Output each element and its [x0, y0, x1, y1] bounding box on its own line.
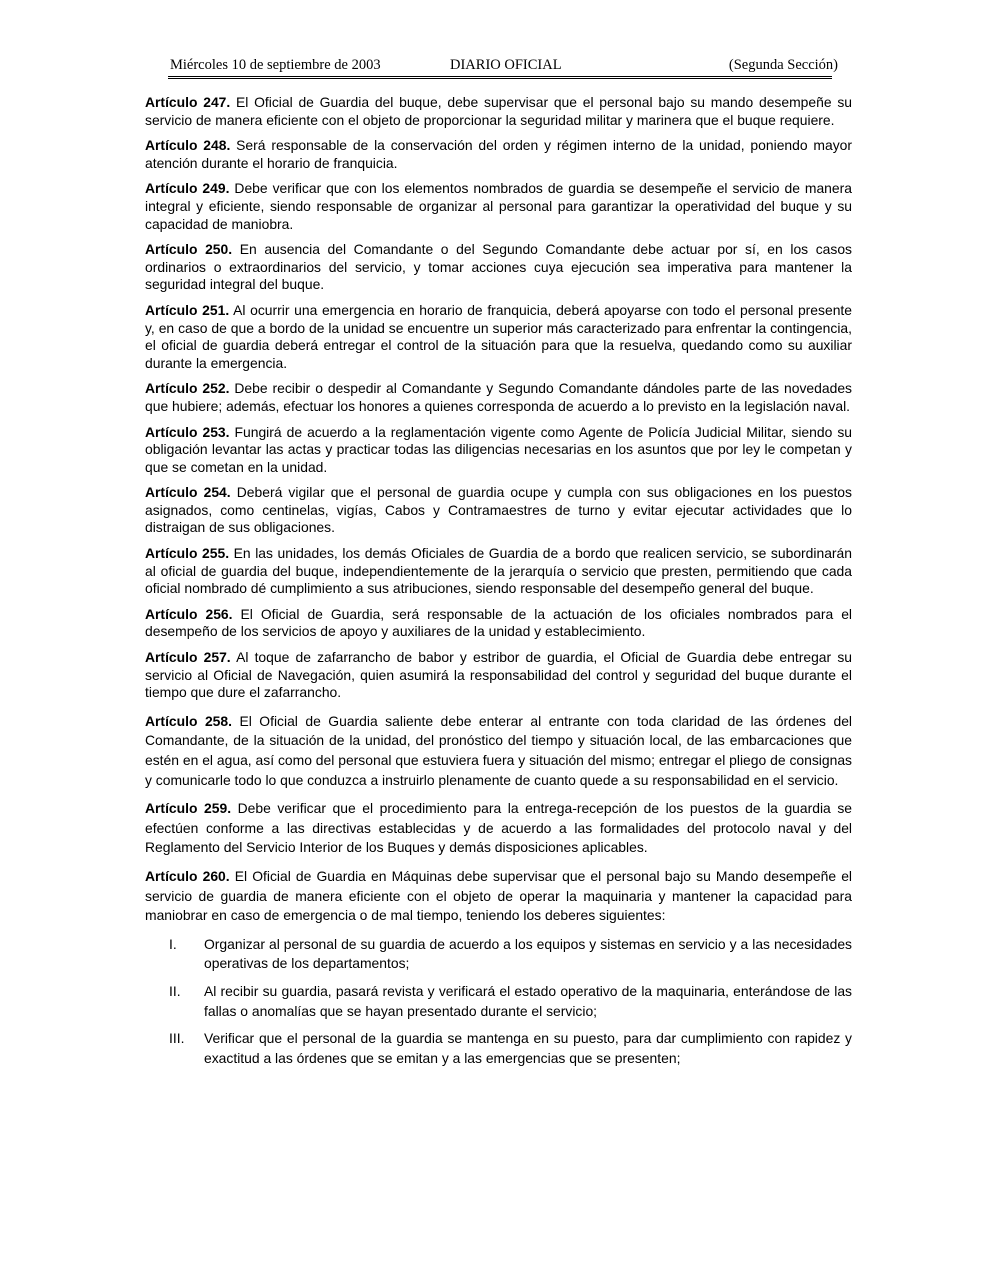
- article-text: En las unidades, los demás Oficiales de Guardia de a bordo que realicen servicio, se subordinarán al oficial de guardia del buque, independientemente de la jerarquía o servicio que presten, permitiendo que cada oficial nombrado dé cumplimiento a sus atribuciones, siendo responsable del desempeño general del buque.: [145, 545, 853, 597]
- article-253: [145, 424, 852, 477]
- header-date: Miércoles 10 de septiembre de 2003: [170, 57, 381, 73]
- article-250: [145, 241, 852, 294]
- article-number: Artículo 249.: [145, 180, 230, 197]
- page-header: [168, 56, 838, 79]
- article-text: Será responsable de la conservación del orden y régimen interno de la unidad, poniendo mayor atención durante el horario de franquicia.: [145, 137, 853, 171]
- article-text: El Oficial de Guardia del buque, debe supervisar que el personal bajo su mando desempeñe su servicio de manera eficiente con el objeto de proporcionar la seguridad militar y marinera que el buque requiere.: [145, 94, 852, 128]
- article-259: [145, 799, 852, 858]
- list-item-number: III.: [169, 1030, 185, 1047]
- article-248: [145, 137, 852, 172]
- article-number: Artículo 258.: [145, 712, 232, 729]
- list-item-text: Al recibir su guardia, pasará revista y verificará el estado operativo de la maquinaria, enterándose de las fallas o anomalías que se hayan presentado durante el servicio;: [204, 982, 852, 1019]
- article-256: [145, 606, 852, 641]
- header-section: (Segunda Sección): [728, 57, 838, 73]
- article-number: Artículo 248.: [145, 137, 231, 154]
- article-number: Artículo 256.: [145, 605, 233, 622]
- list-item: [145, 1029, 852, 1068]
- article-257: [145, 649, 852, 702]
- article-number: Artículo 259.: [145, 800, 232, 817]
- article-251: [145, 302, 852, 372]
- list-item-number: II.: [169, 982, 181, 999]
- article-260: [145, 867, 852, 926]
- list-item-number: I.: [169, 935, 177, 952]
- list-item: [145, 982, 852, 1021]
- article-text: El Oficial de Guardia saliente debe enterar al entrante con toda claridad de las órdenes del Comandante, de la situación de la unidad, del pronóstico del tiempo y situación local, de las embarcaciones que estén en el agua, así como del personal que estuviera fuera y situación del mismo; entregar el pliego de consignas y comunicarle todo lo que conduzca a instruirlo plenamente de cuanto quede a su responsabilidad en el servicio.: [145, 712, 853, 788]
- list-item-text: Organizar al personal de su guardia de acuerdo a los equipos y sistemas en servicio y a las necesidades operativas de los departamentos;: [204, 935, 852, 972]
- article-text: Deberá vigilar que el personal de guardia ocupe y cumpla con sus obligaciones en los puestos asignados, como centinelas, vigías, Cabos y Contramaestres de turno y evitar ejecutar actividades que lo distraigan de sus obligaciones.: [145, 484, 852, 536]
- article-text: Debe verificar que el procedimiento para la entrega-recepción de los puestos de la guardia se efectúen conforme a las directivas establecidas y de acuerdo a las formalidades del protocolo naval y del Reglamento del Servicio Interior de los Buques y demás disposiciones aplicables.: [145, 800, 852, 856]
- list-item: [145, 935, 852, 974]
- article-text: Al toque de zafarrancho de babor y estribor de guardia, el Oficial de Guardia debe entregar su servicio al Oficial de Navegación, quien asumirá la responsabilidad del control y seguridad del buque durante el tiempo que dure el zafarrancho.: [145, 649, 852, 701]
- list-item-text: Verificar que el personal de la guardia se mantenga en su puesto, para dar cumplimiento con rapidez y exactitud a las órdenes que se emitan y a las emergencias que se presenten;: [204, 1030, 852, 1066]
- article-number: Artículo 250.: [145, 241, 233, 258]
- header-title: DIARIO OFICIAL: [450, 57, 562, 73]
- article-number: Artículo 254.: [145, 484, 231, 501]
- article-number: Artículo 252.: [145, 380, 230, 397]
- article-text: Fungirá de acuerdo a la reglamentación vigente como Agente de Policía Judicial Militar, siendo su obligación levantar las actas y practicar todas las diligencias necesarias en los asuntos que por ley le competan y que se cometan en la unidad.: [145, 423, 852, 475]
- article-text: El Oficial de Guardia en Máquinas debe supervisar que el personal bajo su Mando desempeñe el servicio de guardia de manera eficiente con el objeto de operar la maquinaria y mantener la capacidad para maniobrar en caso de emergencia o de mal tiempo, teniendo los deberes siguientes:: [145, 867, 853, 924]
- article-number: Artículo 247.: [145, 94, 231, 110]
- article-text: Debe recibir o despedir al Comandante y Segundo Comandante dándoles parte de las novedades que hubiere; además, efectuar los honores a quienes corresponda de acuerdo a lo previsto en la legislación naval.: [145, 380, 852, 414]
- article-255: [145, 545, 852, 598]
- article-text: El Oficial de Guardia, será responsable de la actuación de los oficiales nombrados para el desempeño de los servicios de apoyo y auxiliares de la unidad y establecimiento.: [145, 605, 853, 640]
- article-247: [145, 94, 852, 129]
- article-249: [145, 180, 852, 233]
- article-number: Artículo 260.: [145, 867, 230, 884]
- article-254: [145, 484, 852, 537]
- document-body: [145, 94, 852, 1076]
- article-text: En ausencia del Comandante o del Segundo Comandante debe actuar por sí, en los casos ordinarios o extraordinarios del servicio, y tomar acciones cuya ejecución sea imperativa para mantener la seguridad integral del buque.: [145, 241, 853, 293]
- article-258: [145, 712, 852, 790]
- article-number: Artículo 251.: [145, 301, 230, 318]
- article-number: Artículo 257.: [145, 649, 231, 666]
- article-number: Artículo 253.: [145, 423, 230, 440]
- article-text: Debe verificar que con los elementos nombrados de guardia se desempeñe el servicio de manera integral y eficiente, siendo responsable de organizar al personal para garantizar la operatividad del buque y su capacidad de maniobra.: [145, 180, 852, 232]
- article-252: [145, 380, 852, 415]
- duties-list: [145, 935, 852, 1069]
- article-number: Artículo 255.: [145, 545, 230, 562]
- article-text: Al ocurrir una emergencia en horario de franquicia, deberá apoyarse con todo el personal presente y, en caso de que a bordo de la unidad se encuentre un superior más caracterizado para enfrentar la contingencia, el oficial de guardia deberá entregar el control de la situación para que la resuelva, quedando como su auxiliar durante la emergencia.: [145, 301, 853, 371]
